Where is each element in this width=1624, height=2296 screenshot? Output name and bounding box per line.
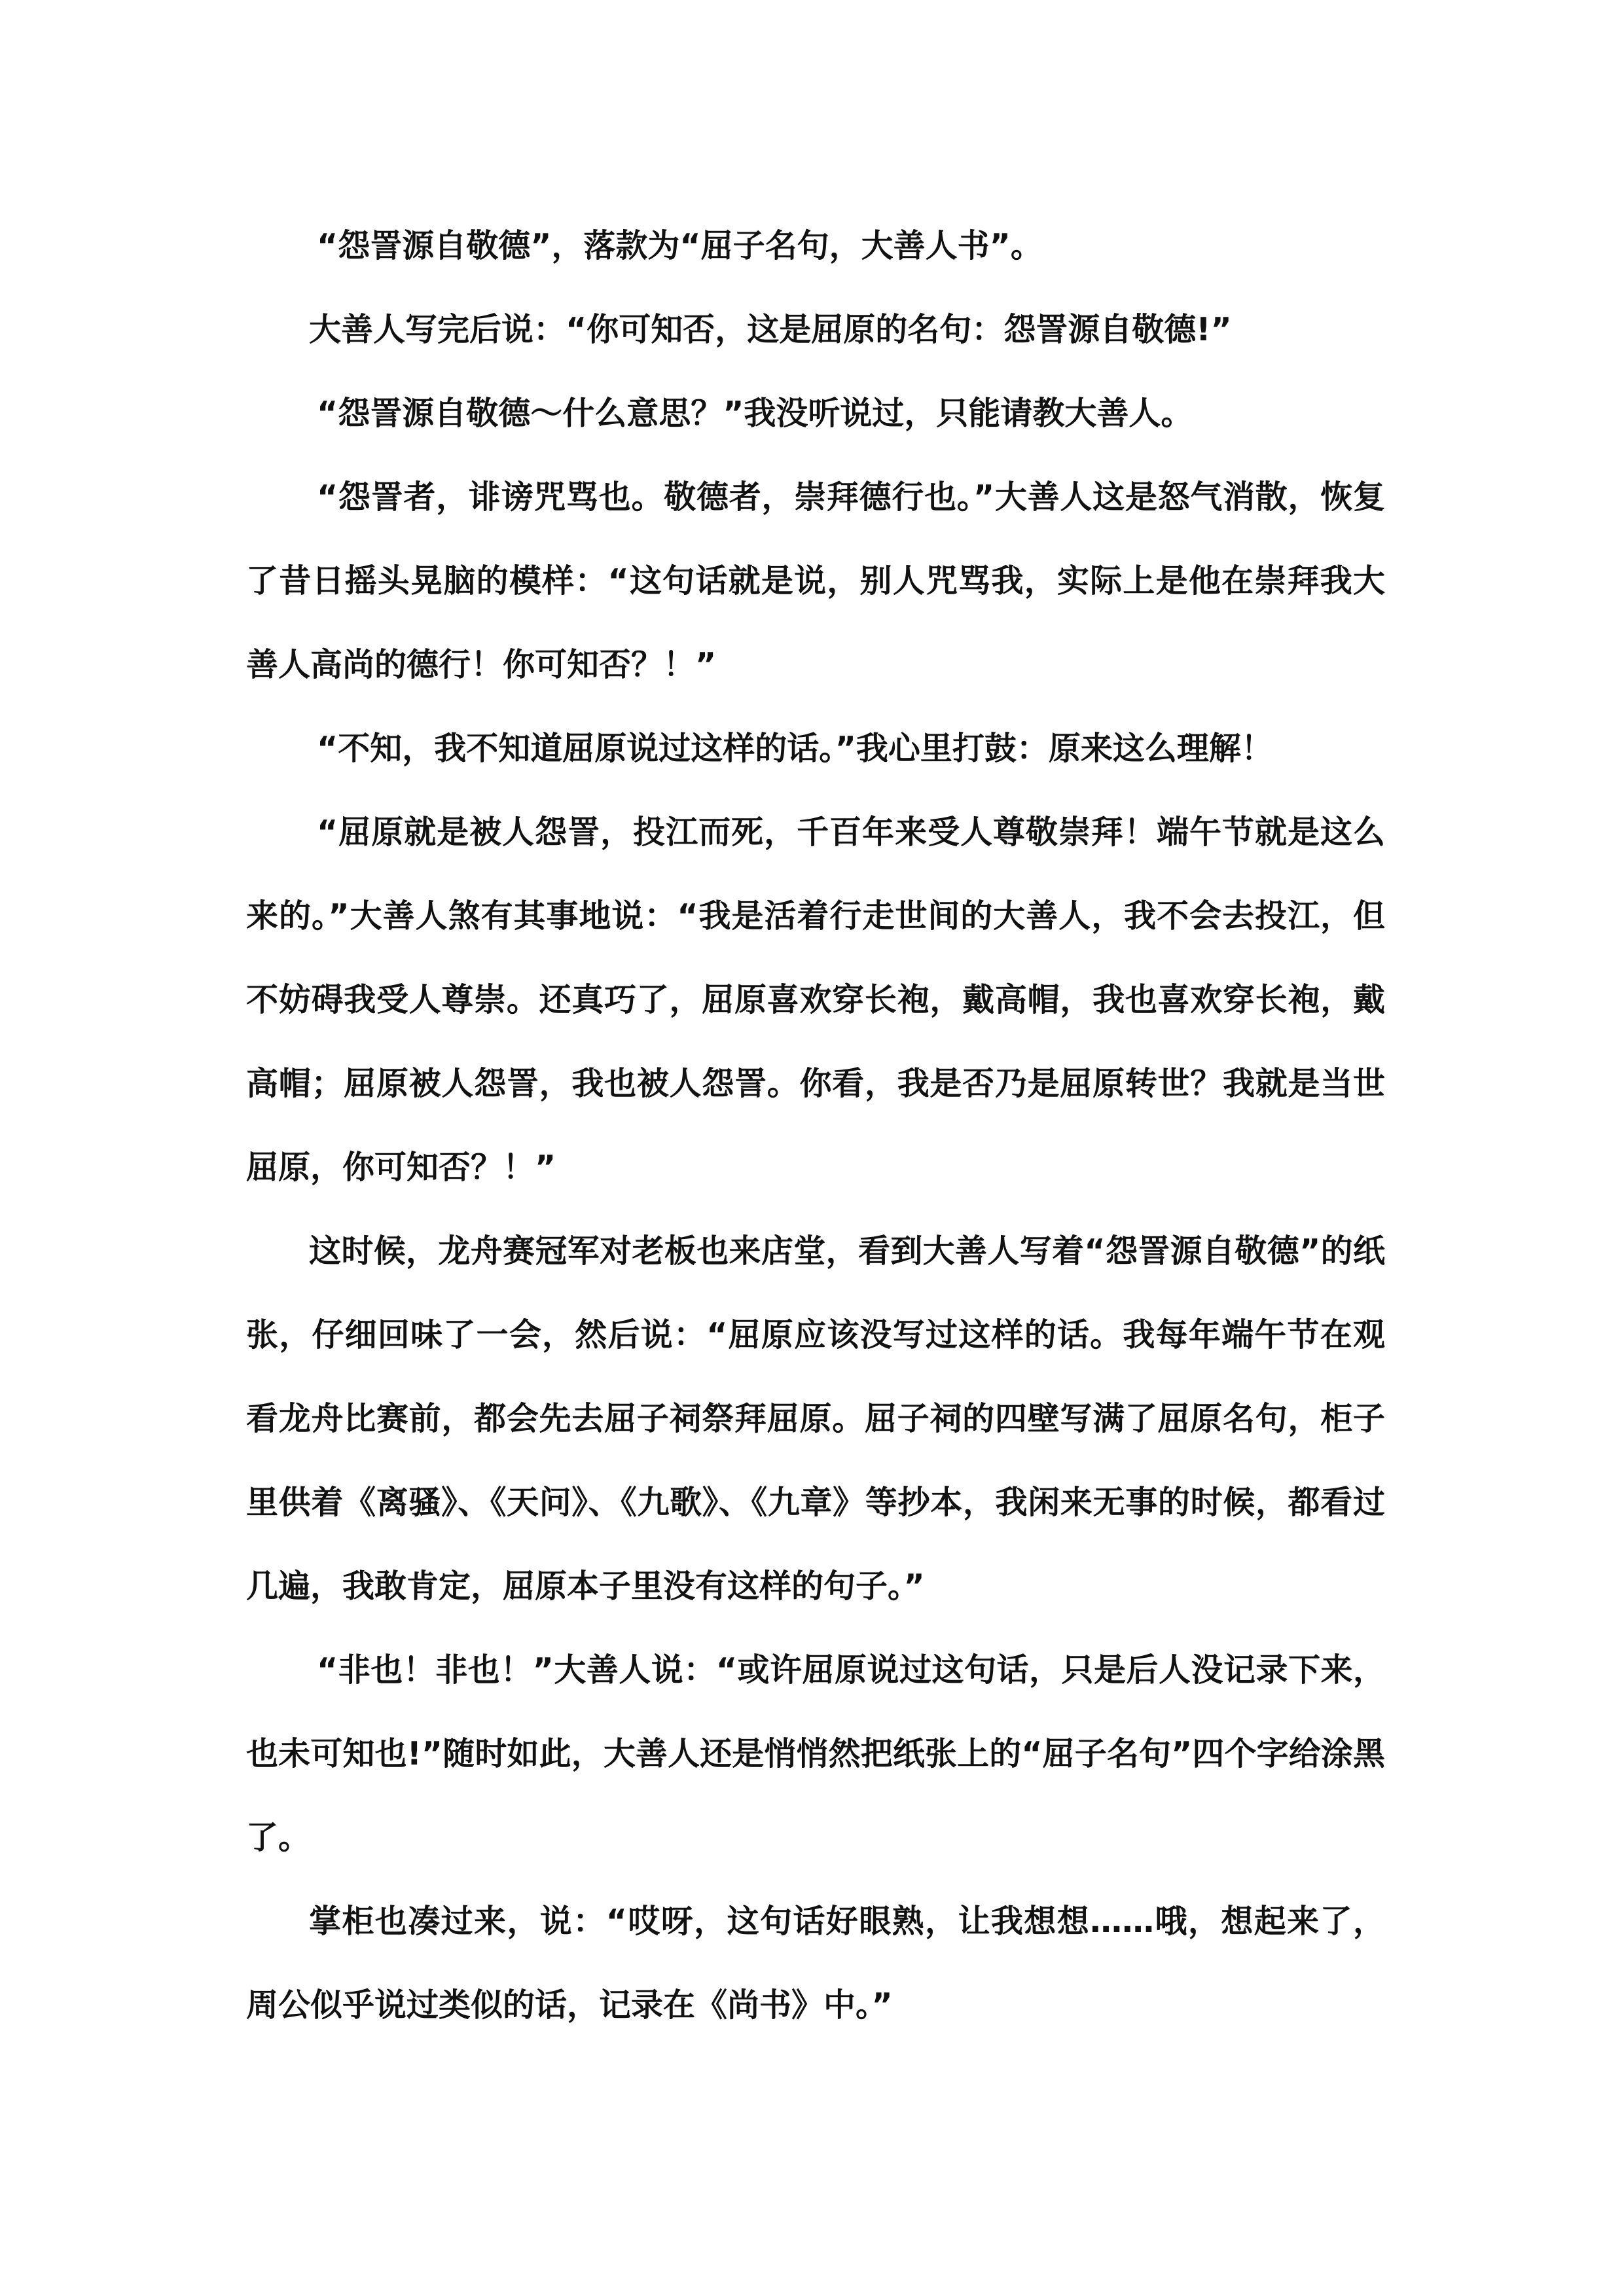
paragraph-6: “屈原就是被人怨詈，投江而死，千百年来受人尊敬崇拜！端午节就是这么来的。”大善人煞有其事地说：“我是活着行走世间的大善人，我不会去投江，但不妨碍我受人尊崇。还真巧了，屈原喜欢穿长袍，戴高帽，我也喜欢穿长袍，戴高帽；屈原被人怨詈，我也被人怨詈。你看，我是否乃是屈原转世？我就是当世屈原，你可知否？！” bbox=[246, 814, 1385, 1186]
paragraph-4: “怨詈者，诽谤咒骂也。敬德者，崇拜德行也。”大善人这是怒气消散，恢复了昔日摇头晃脑的模样：“这句话就是说，别人咒骂我，实际上是他在崇拜我大善人高尚的德行！你可知否？！” bbox=[246, 478, 1385, 683]
paragraph-2: 大善人写完后说：“你可知否，这是屈原的名句：怨詈源自敬德!” bbox=[309, 311, 1232, 348]
paragraph-9: 掌柜也凑过来，说：“哎呀，这句话好眼熟，让我想想……哦，想起来了，周公似乎说过类似的话，记录在《尚书》中。” bbox=[246, 1903, 1385, 2024]
paragraph-8: “非也！非也！”大善人说：“或许屈原说过这句话，只是后人没记录下来，也未可知也!”随时如此，大善人还是悄悄然把纸张上的“屈子名句”四个字给涂黑了。 bbox=[246, 1651, 1385, 1856]
article-body bbox=[246, 204, 1385, 2047]
paragraph-3: “怨詈源自敬德～什么意思？”我没听说过，只能请教大善人。 bbox=[317, 395, 1193, 432]
paragraph-1: “怨詈源自敬德”，落款为“屈子名句，大善人书”。 bbox=[317, 227, 1043, 264]
paragraph-5: “不知，我不知道屈原说过这样的话。”我心里打鼓：原来这么理解！ bbox=[317, 730, 1273, 767]
paragraph-7: 这时候，龙舟赛冠军对老板也来店堂，看到大善人写着“怨詈源自敬德”的纸张，仔细回味了一会，然后说：“屈原应该没写过这样的话。我每年端午节在观看龙舟比赛前，都会先去屈子祠祭拜屈原。屈子祠的四壁写满了屈原名句，柜子里供着《离骚》、《天问》、《九歌》、《九章》等抄本，我闲来无事的时候，都看过几遍，我敢肯定，屈原本子里没有这样的句子。” bbox=[246, 1232, 1385, 1605]
